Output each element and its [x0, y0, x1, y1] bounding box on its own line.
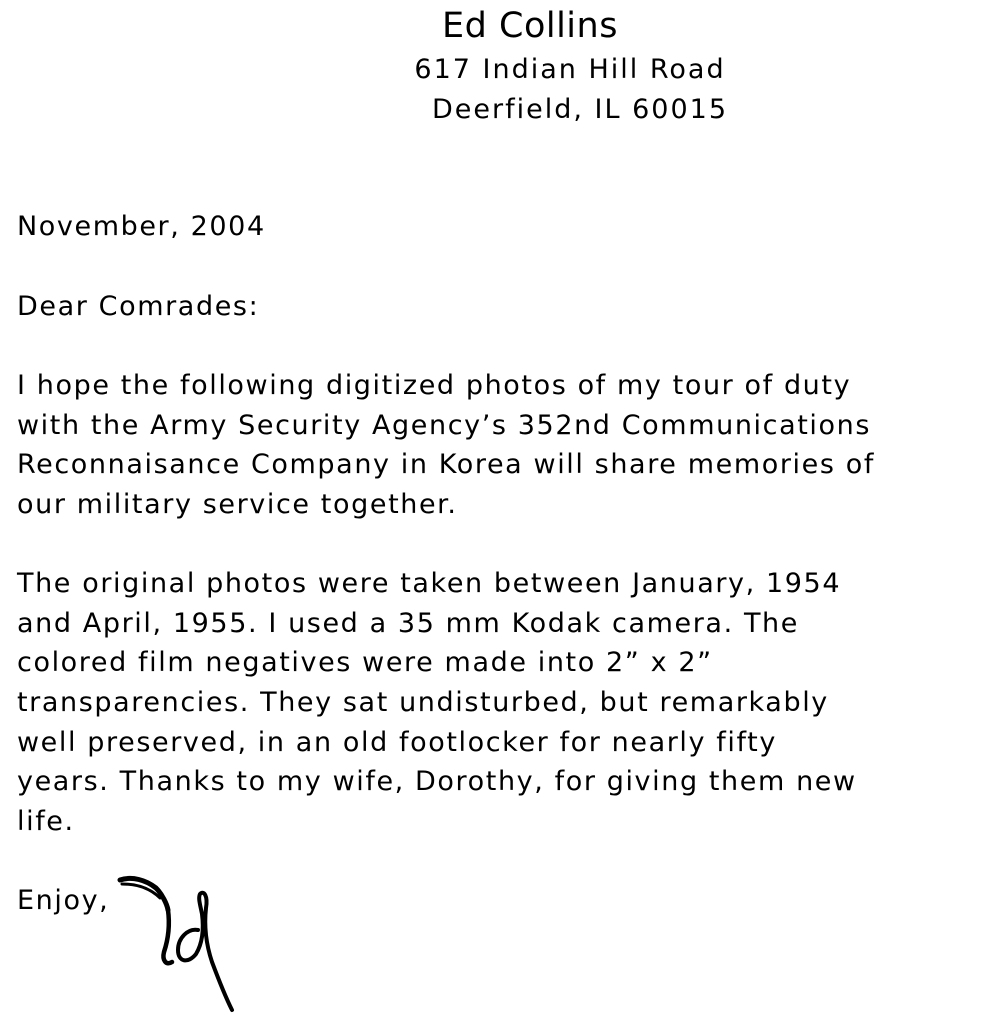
letter-date: November, 2004: [17, 211, 266, 242]
paragraph-line: with the Army Security Agency’s 352nd Communications: [17, 409, 872, 441]
paragraph-line: well preserved, in an old footlocker for nearly fifty: [17, 726, 777, 758]
paragraph-line: and April, 1955. I used a 35 mm Kodak camera. The: [17, 607, 799, 639]
paragraph-line: our military service together.: [17, 489, 458, 521]
paragraph-line: years. Thanks to my wife, Dorothy, for giving them new: [17, 766, 857, 798]
salutation: Dear Comrades:: [17, 291, 260, 322]
paragraph-1: [17, 366, 992, 525]
sender-street: 617 Indian Hill Road: [414, 54, 726, 85]
paragraph-line: Reconnaisance Company in Korea will share memories of: [17, 449, 875, 481]
sender-name: Ed Collins: [442, 6, 618, 46]
paragraph-line: life.: [17, 806, 75, 838]
closing: Enjoy,: [17, 885, 110, 916]
sender-city: Deerfield, IL 60015: [431, 94, 729, 125]
paragraph-line: colored film negatives were made into 2” x 2”: [17, 647, 713, 679]
paragraph-line: I hope the following digitized photos of my tour of duty: [17, 370, 852, 401]
handwritten-signature: [112, 870, 252, 1015]
paragraph-line: transparencies. They sat undisturbed, but remarkably: [17, 687, 829, 719]
paragraph-line: The original photos were taken between January, 1954: [17, 568, 842, 599]
paragraph-2: [17, 564, 992, 842]
